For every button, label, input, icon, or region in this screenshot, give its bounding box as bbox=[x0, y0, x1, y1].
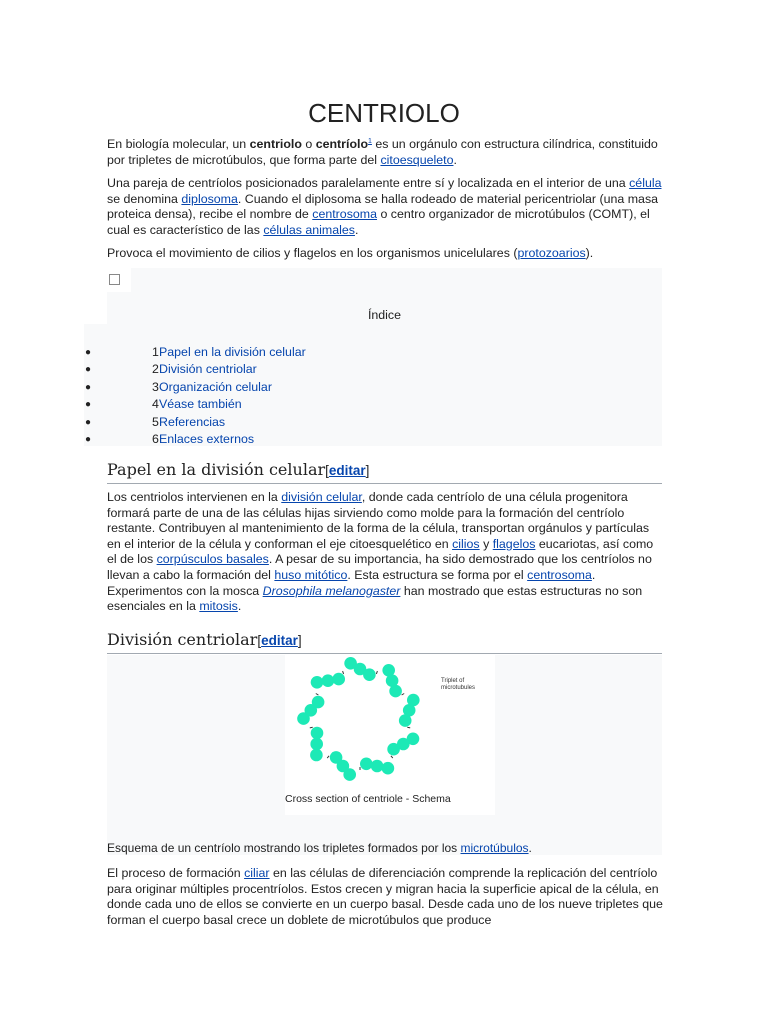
triplet-label-line-2: microtubules bbox=[441, 685, 476, 691]
edit-section-link bbox=[257, 633, 301, 648]
intro-section-3 bbox=[107, 246, 663, 262]
bold-term: centríolo bbox=[315, 137, 369, 151]
microtubule-triplets bbox=[297, 657, 419, 781]
text: ). bbox=[585, 246, 594, 260]
image-caption: Cross section of centriole - Schema bbox=[285, 793, 451, 805]
microtubule-dot bbox=[312, 696, 325, 709]
intro-section bbox=[107, 137, 663, 168]
text: . bbox=[453, 152, 457, 167]
edit-link[interactable]: editar bbox=[261, 633, 298, 648]
bullet-icon: ● bbox=[85, 399, 92, 411]
text: . Esta estructura se forma por el bbox=[347, 567, 528, 582]
link-protozoarios[interactable]: protozoarios bbox=[517, 246, 586, 260]
microtubule-dot bbox=[371, 760, 384, 773]
link-drosophila[interactable] bbox=[263, 584, 401, 598]
link-flagelos[interactable]: flagelos bbox=[492, 536, 536, 551]
text: . bbox=[528, 841, 532, 855]
microtubule-dot bbox=[311, 676, 324, 689]
link-corpusculos-basales[interactable]: corpúsculos basales bbox=[156, 552, 269, 567]
text: o bbox=[301, 137, 316, 151]
toc-item-number: 1 bbox=[152, 345, 159, 359]
toc-item-link[interactable]: Organización celular bbox=[159, 379, 272, 394]
text: , donde cada centríolo de una célula progenitora formará parte de una de las células hijas sirviendo como molde para la formación del centríolo restante. Contribuyen al mantenimiento de la forma de la célula, transportan orgánulos y partículas en el interior de la célula y conforman el eje citoesquelético en bbox=[107, 490, 650, 551]
link-division-celular[interactable]: división celular bbox=[281, 490, 362, 504]
microtubule-dot bbox=[332, 673, 345, 686]
text: han mostrado que estas estructuras no son esenciales en la bbox=[107, 583, 643, 614]
section-division-body bbox=[107, 866, 663, 928]
footnote-link[interactable]: 1 bbox=[368, 137, 372, 145]
section-papel-paragraph bbox=[107, 490, 663, 615]
link-centrosoma-2[interactable]: centrosoma bbox=[527, 567, 592, 582]
figure-caption bbox=[107, 841, 532, 855]
edit-bracket: [ bbox=[325, 463, 329, 478]
text: Esquema de un centríolo mostrando los tripletes formados por los bbox=[107, 841, 461, 855]
intro-paragraph-2 bbox=[107, 176, 663, 238]
text: eucariotas, así como el de los bbox=[107, 536, 654, 567]
text: se denomina bbox=[107, 191, 182, 206]
text: En biología molecular, un bbox=[107, 137, 250, 151]
triplet-connector bbox=[402, 694, 405, 696]
bullet-icon: ● bbox=[85, 433, 92, 445]
text: . Cuando el diplosoma se halla rodeado de material pericentriolar (una masa proteica densa), recibe el nombre de bbox=[107, 191, 659, 222]
intro-section-2 bbox=[107, 176, 663, 238]
text: . bbox=[354, 222, 359, 237]
section-division-paragraph bbox=[107, 866, 663, 928]
toc-item-number: 2 bbox=[152, 362, 159, 377]
italic-species: Drosophila melanogaster bbox=[262, 583, 401, 598]
link-cilios[interactable]: cilios bbox=[452, 536, 480, 551]
microtubule-dot bbox=[310, 738, 323, 751]
bullet-icon: ● bbox=[85, 347, 92, 358]
bold-term: centriolo bbox=[249, 137, 302, 151]
triplet-connector bbox=[327, 756, 329, 758]
edit-bracket: ] bbox=[297, 633, 302, 648]
toc-item-number: 4 bbox=[152, 397, 159, 412]
triplet-connector bbox=[376, 671, 377, 674]
link-microtubulos[interactable]: microtúbulos bbox=[460, 841, 529, 855]
intro-paragraph-3 bbox=[107, 246, 663, 262]
text: Provoca el movimiento de cilios y flagelos en los organismos unicelulares ( bbox=[107, 246, 518, 260]
toc-item-link[interactable]: Enlaces externos bbox=[159, 431, 255, 446]
section-heading-papel bbox=[107, 459, 662, 484]
link-mitosis[interactable]: mitosis bbox=[199, 599, 238, 614]
centriole-figure bbox=[107, 655, 662, 855]
edit-bracket: [ bbox=[257, 633, 262, 648]
centriole-diagram bbox=[285, 655, 495, 815]
microtubule-dot bbox=[363, 668, 376, 681]
microtubule-dot bbox=[389, 685, 402, 698]
toc-item-number: 3 bbox=[152, 379, 159, 394]
bullet-icon: ● bbox=[85, 364, 92, 376]
section-heading-division bbox=[107, 629, 662, 654]
toc-item-link[interactable]: Véase también bbox=[159, 397, 242, 412]
triplet-label-line-1: Triplet of bbox=[441, 678, 465, 684]
checkbox-icon bbox=[109, 274, 120, 285]
text: en las células de diferenciación comprende la replicación del centríolo para originar múltiples procentríolos. Estos crecen y migran hacia la superficie apical de la célula, en donde cada uno de ellos se convierte en un cuerpo basal. Desde cada uno de los nueve tripletes que forman el cuerpo basal crece un doblete de microtúbulos que produce bbox=[107, 866, 663, 927]
text: . A pesar de su importancia, ha sido demostrado que los centríolos no llevan a cabo la formación del bbox=[107, 552, 652, 582]
text: es un orgánulo con estructura cilíndrica, constituido por tripletes de microtúbulos, que forma parte del bbox=[107, 137, 658, 167]
triplet-connector bbox=[391, 756, 393, 758]
triplet-connector bbox=[310, 727, 313, 728]
toc-body-background bbox=[0, 324, 662, 446]
edit-bracket: ] bbox=[365, 463, 370, 478]
triplet-connector bbox=[316, 694, 319, 696]
centriole-image[interactable] bbox=[285, 655, 495, 815]
bullet-icon: ● bbox=[85, 381, 92, 393]
intro-paragraph-1 bbox=[107, 137, 663, 168]
triplet-connector bbox=[407, 727, 410, 728]
microtubule-dot bbox=[322, 674, 335, 687]
toc-item-number: 6 bbox=[152, 431, 159, 446]
section-papel-body bbox=[107, 490, 663, 615]
text: y bbox=[479, 536, 493, 551]
heading-text: Papel en la división celular bbox=[107, 460, 326, 479]
link-celula[interactable]: célula bbox=[629, 176, 662, 190]
link-citoesqueleto[interactable]: citoesqueleto bbox=[380, 152, 454, 167]
heading-text: División centriolar bbox=[107, 630, 258, 649]
link-ciliar[interactable]: ciliar bbox=[244, 866, 270, 880]
triplet-connector bbox=[343, 671, 344, 674]
toc-toggle[interactable] bbox=[107, 268, 131, 292]
microtubule-dot bbox=[382, 762, 395, 775]
text: . bbox=[237, 599, 242, 614]
link-diplosoma[interactable]: diplosoma bbox=[181, 191, 238, 206]
toc-item-number: 5 bbox=[152, 414, 159, 429]
microtubule-dot bbox=[399, 714, 412, 727]
toc-item-link[interactable]: Referencias bbox=[159, 414, 226, 429]
edit-link[interactable]: editar bbox=[328, 463, 366, 478]
toc-item-link[interactable]: Papel en la división celular bbox=[159, 345, 306, 359]
bullet-icon: ● bbox=[85, 416, 92, 428]
microtubule-dot bbox=[360, 758, 373, 771]
text: Los centriolos intervienen en la bbox=[107, 490, 282, 504]
page-title: CENTRIOLO bbox=[308, 98, 460, 128]
edit-section-link bbox=[325, 463, 369, 478]
text: Una pareja de centríolos posicionados paralelamente entre sí y localizada en el interior de una bbox=[107, 176, 630, 190]
table-of-contents bbox=[0, 268, 662, 446]
text: . Experimentos con la mosca bbox=[107, 567, 596, 598]
microtubule-dot bbox=[330, 751, 343, 764]
microtubule-dot bbox=[310, 749, 323, 762]
microtubule-dot bbox=[387, 743, 400, 756]
link-celulas-animales[interactable]: células animales bbox=[263, 222, 355, 237]
text: o centro organizador de microtúbulos (COMT), el cual es característico de las bbox=[107, 207, 650, 237]
link-centrosoma[interactable]: centrosoma bbox=[312, 207, 378, 222]
link-huso-mitotico[interactable]: huso mitótico bbox=[274, 567, 348, 582]
toc-title: Índice bbox=[367, 308, 402, 322]
microtubule-dot bbox=[311, 727, 324, 740]
text: El proceso de formación bbox=[107, 866, 245, 880]
toc-item-link[interactable]: División centriolar bbox=[159, 362, 257, 377]
